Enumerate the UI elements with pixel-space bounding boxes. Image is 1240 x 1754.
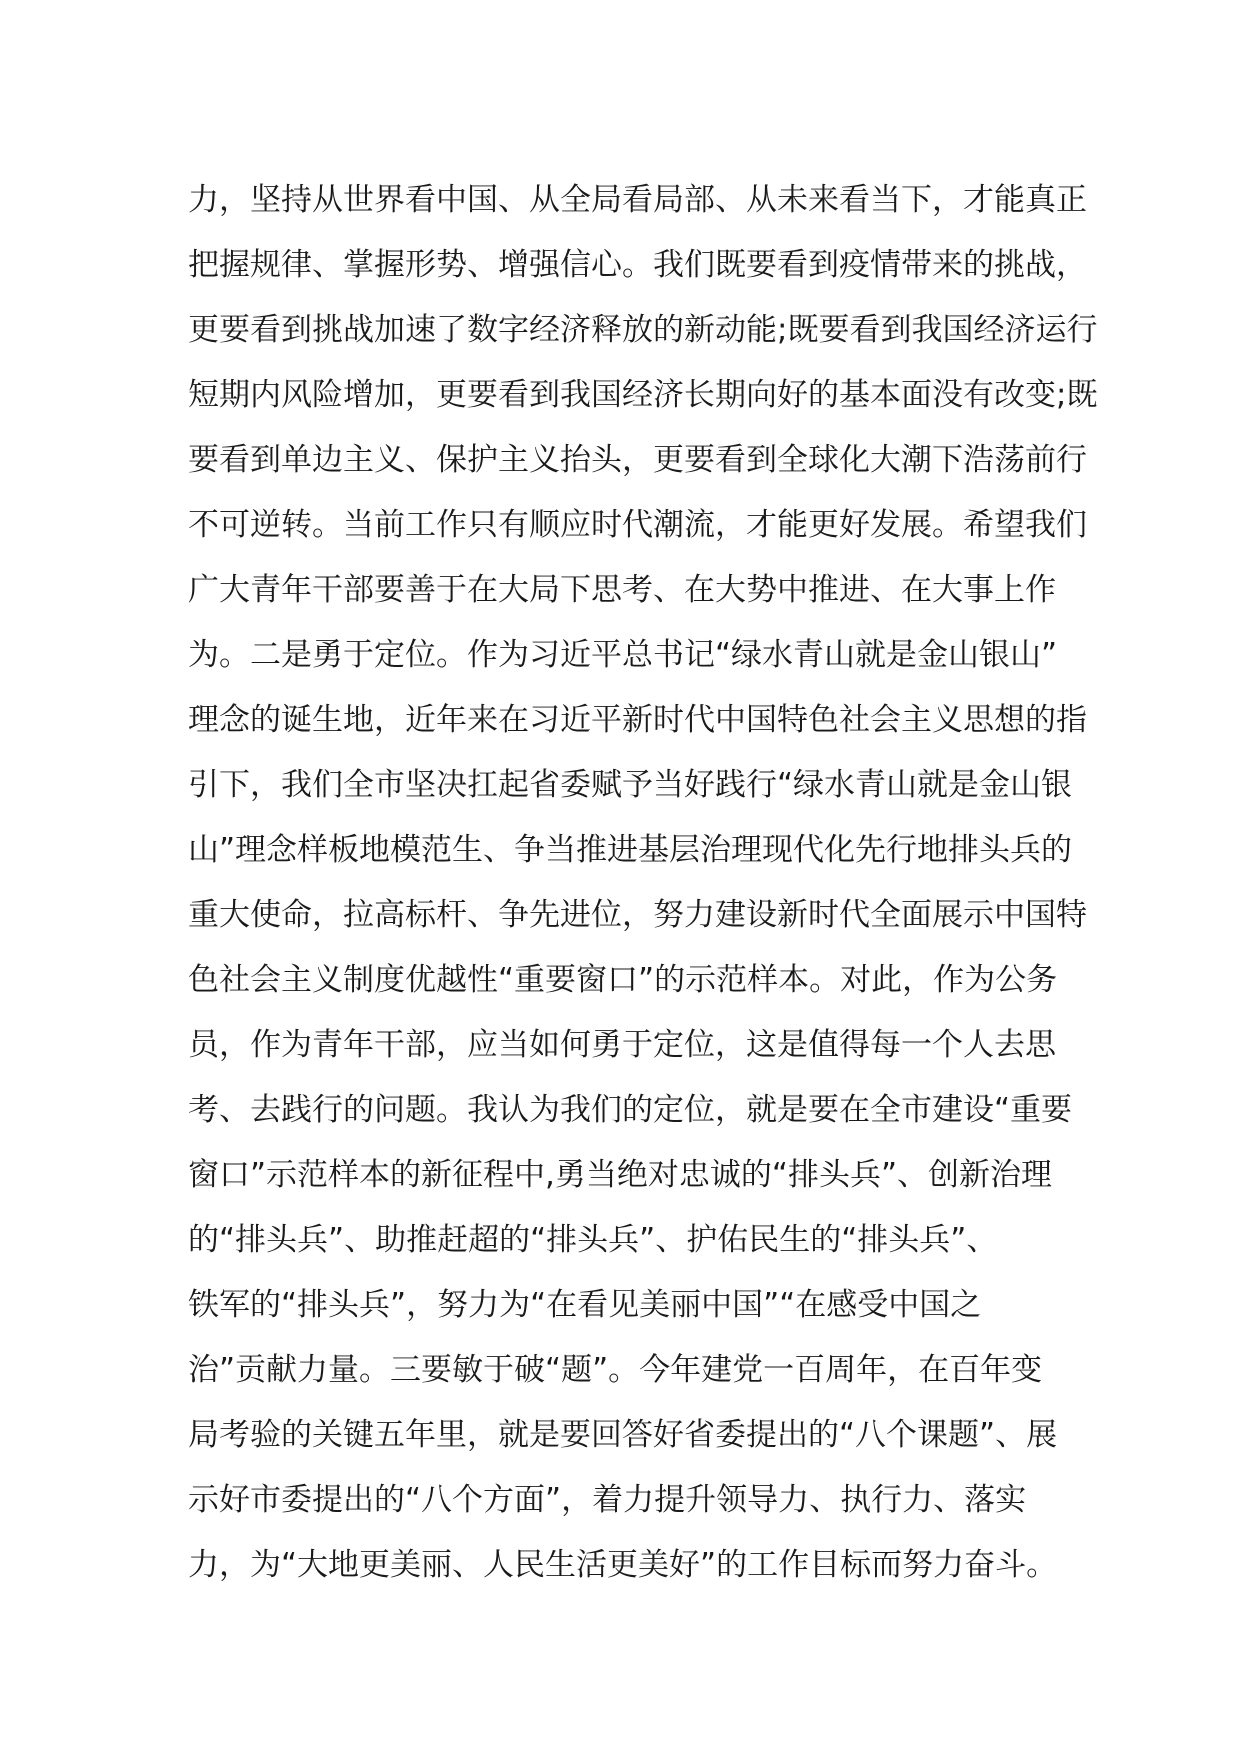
text-line: 不可逆转。当前工作只有顺应时代潮流，才能更好发展。希望我们 — [188, 507, 1087, 543]
text-line: 员，作为青年干部，应当如何勇于定位，这是值得每一个人去思 — [188, 1027, 1056, 1063]
text-line: 把握规律、掌握形势、增强信心。我们既要看到疫情带来的挑战， — [188, 247, 1087, 283]
text-line: 重大使命，拉高标杆、争先进位，努力建设新时代全面展示中国特 — [188, 897, 1087, 933]
text-line: 更要看到挑战加速了数字经济释放的新动能;既要看到我国经济运行 — [188, 312, 1098, 348]
text-line: 理念的诞生地，近年来在习近平新时代中国特色社会主义思想的指 — [188, 702, 1087, 738]
text-line: 示好市委提出的“八个方面”，着力提升领导力、执行力、落实 — [188, 1482, 1027, 1518]
text-line: 为。二是勇于定位。作为习近平总书记“绿水青山就是金山银山” — [188, 637, 1058, 673]
text-line: 的“排头兵”、助推赶超的“排头兵”、护佑民生的“排头兵”、 — [188, 1222, 998, 1258]
text-line: 局考验的关键五年里，就是要回答好省委提出的“八个课题”、展 — [188, 1417, 1058, 1453]
text-line: 引下，我们全市坚决扛起省委赋予当好践行“绿水青山就是金山银 — [188, 767, 1073, 803]
text-line: 山”理念样板地模范生、争当推进基层治理现代化先行地排头兵的 — [188, 832, 1073, 868]
text-line: 广大青年干部要善于在大局下思考、在大势中推进、在大事上作 — [188, 572, 1056, 608]
text-line: 考、去践行的问题。我认为我们的定位，就是要在全市建设“重要 — [188, 1092, 1073, 1128]
text-line: 力，为“大地更美丽、人民生活更美好”的工作目标而努力奋斗。 — [188, 1547, 1058, 1583]
text-line: 窗口”示范样本的新征程中,勇当绝对忠诚的“排头兵”、创新治理 — [188, 1157, 1053, 1193]
text-line: 短期内风险增加，更要看到我国经济长期向好的基本面没有改变;既 — [188, 377, 1098, 413]
text-line: 色社会主义制度优越性“重要窗口”的示范样本。对此，作为公务 — [188, 962, 1058, 998]
body-text — [188, 168, 1098, 1598]
text-line: 铁军的“排头兵”，努力为“在看见美丽中国”“在感受中国之 — [188, 1287, 982, 1323]
text-line: 力，坚持从世界看中国、从全局看局部、从未来看当下，才能真正 — [188, 182, 1087, 218]
text-line: 要看到单边主义、保护主义抬头，更要看到全球化大潮下浩荡前行 — [188, 442, 1087, 478]
text-line: 治”贡献力量。三要敏于破“题”。今年建党一百周年，在百年变 — [188, 1352, 1043, 1388]
